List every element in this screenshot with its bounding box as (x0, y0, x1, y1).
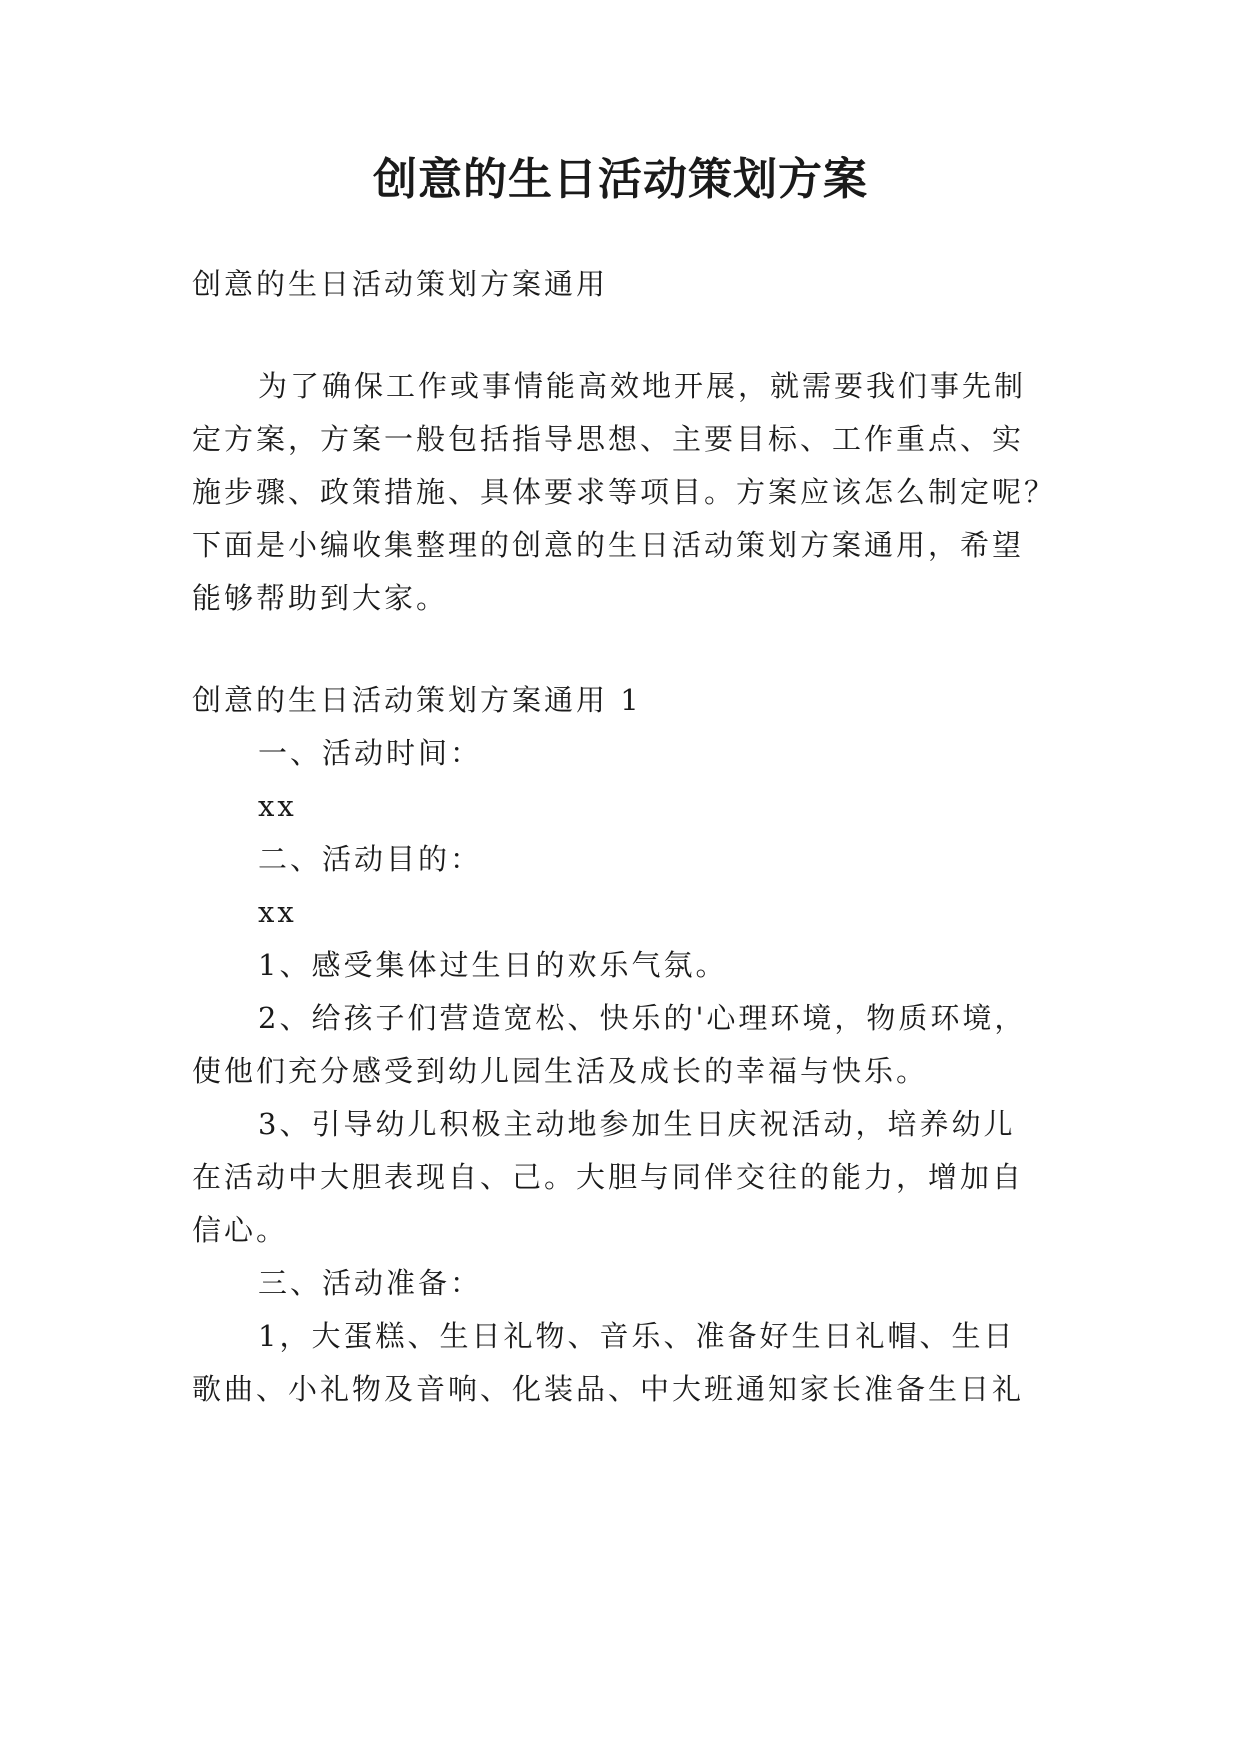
goal-item-3-line-1: 3、引导幼儿积极主动地参加生日庆祝活动，培养幼儿 (258, 1107, 1016, 1141)
intro-line-2: 定方案，方案一般包括指导思想、主要目标、工作重点、实 (192, 422, 1025, 456)
goal-item-2-line-2: 使他们充分感受到幼儿园生活及成长的幸福与快乐。 (192, 1054, 929, 1088)
goal-item-3-line-2: 在活动中大胆表现自、己。大胆与同伴交往的能力，增加自 (192, 1160, 1025, 1194)
document-subtitle: 创意的生日活动策划方案通用 (192, 267, 609, 301)
document-title: 创意的生日活动策划方案 (373, 154, 868, 205)
intro-line-1: 为了确保工作或事情能高效地开展，就需要我们事先制 (258, 369, 1027, 403)
prep-item-1-line-1: 1，大蛋糕、生日礼物、音乐、准备好生日礼帽、生日 (258, 1319, 1016, 1353)
time-value: xx (258, 789, 297, 823)
intro-line-3: 施步骤、政策措施、具体要求等项目。方案应该怎么制定呢？ (192, 475, 1057, 509)
goal-value: xx (258, 895, 297, 929)
intro-line-4: 下面是小编收集整理的创意的生日活动策划方案通用，希望 (192, 528, 1025, 562)
time-heading: 一、活动时间： (258, 736, 483, 770)
goal-heading: 二、活动目的： (258, 842, 483, 876)
goal-item-2-line-1: 2、给孩子们营造宽松、快乐的'心理环境，物质环境， (258, 1001, 1027, 1035)
prep-heading: 三、活动准备： (258, 1266, 483, 1300)
section-heading: 创意的生日活动策划方案通用 1 (192, 683, 642, 717)
intro-line-5: 能够帮助到大家。 (192, 581, 449, 615)
prep-item-1-line-2: 歌曲、小礼物及音响、化装品、中大班通知家长准备生日礼 (192, 1372, 1025, 1406)
goal-item-1: 1、感受集体过生日的欢乐气氛。 (258, 948, 728, 982)
goal-item-3-line-3: 信心。 (192, 1213, 289, 1247)
